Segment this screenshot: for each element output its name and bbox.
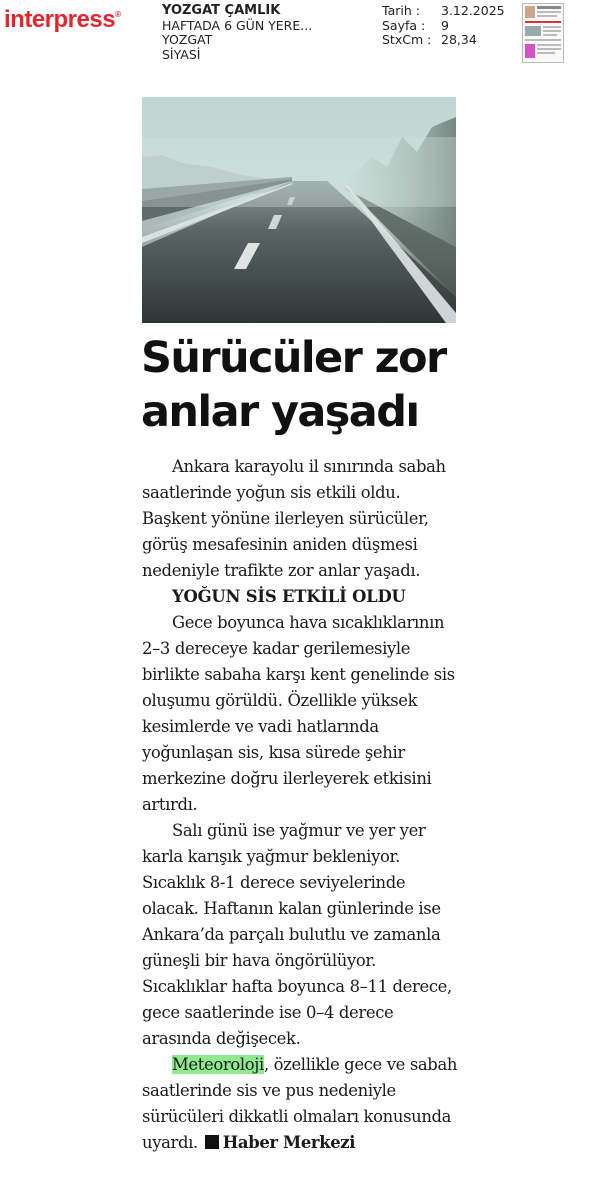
interpress-logo — [4, 6, 120, 34]
article-headline — [141, 331, 471, 439]
section-name: SİYASİ — [162, 46, 201, 62]
stxcm-value: 28,34 — [441, 32, 477, 47]
black-square-icon — [205, 1135, 219, 1149]
registered-mark: ® — [115, 10, 121, 19]
clipping-stats — [382, 4, 505, 48]
stxcm-label: StxCm : — [382, 32, 432, 47]
paragraph-2: Gece boyunca hava sıcaklıklarının 2–3 dereceye kadar gerilemesiyle birlikte sabaha karşı kent genelinde sis oluşumu görüldü. Özellikle yüksek kesimlerde ve vadi hatlarında yoğunlaşan sis, kısa sürede şehir merkezine doğru ilerleyerek etkisini artırdı. — [142, 613, 455, 814]
publication-name: YOZGAT ÇAMLIK — [162, 3, 281, 18]
date-row — [382, 4, 505, 19]
page-value: 9 — [441, 17, 449, 33]
paragraph-4 — [142, 1052, 462, 1156]
headline-line-1: Sürücüler zor — [141, 333, 446, 383]
page-row — [382, 19, 505, 34]
headline-short: HAFTADA 6 GÜN YERE... — [162, 17, 313, 33]
paragraph-1: Ankara karayolu il sınırında sabah saatlerinde yoğun sis etkili oldu. Başkent yönüne ilerleyen sürücüler, görüş mesafesinin aniden düşmesi nedeniyle trafikte zor anlar yaşadı. — [142, 457, 446, 580]
page-thumbnail[interactable] — [522, 3, 564, 63]
subheading: YOĞUN SİS ETKİLİ OLDU — [172, 587, 406, 606]
byline: Haber Merkezi — [222, 1133, 356, 1152]
article-body — [142, 454, 462, 1156]
logo-text: interpress — [4, 6, 116, 33]
clipping-meta — [162, 4, 312, 62]
paragraph-4-text: , özellikle gece ve sabah saatlerinde sis ve pus nedeniyle sürücüleri dikkatli olmaları konusunda uyardı. — [142, 1055, 458, 1152]
highlighted-keyword: Meteoroloji — [172, 1055, 264, 1074]
foggy-road-photo — [142, 97, 456, 323]
paragraph-3: Salı günü ise yağmur ve yer yer karla karışık yağmur bekleniyor. Sıcaklık 8-1 derece seviyelerinde olacak. Haftanın kalan günlerinde ise Ankara’da parçalı bulutlu ve zamanla güneşli bir hava öngörülüyor. Sıcaklıklar hafta boyunca 8–11 derece, gece saatlerinde ise 0–4 derece arasında değişecek. — [142, 821, 452, 1048]
stxcm-row — [382, 33, 505, 48]
date-value: 3.12.2025 — [441, 3, 505, 18]
date-label: Tarih : — [382, 3, 420, 18]
headline-line-2: anlar yaşadı — [141, 387, 419, 437]
city-name: YOZGAT — [162, 32, 213, 47]
page-label: Sayfa : — [382, 17, 426, 33]
